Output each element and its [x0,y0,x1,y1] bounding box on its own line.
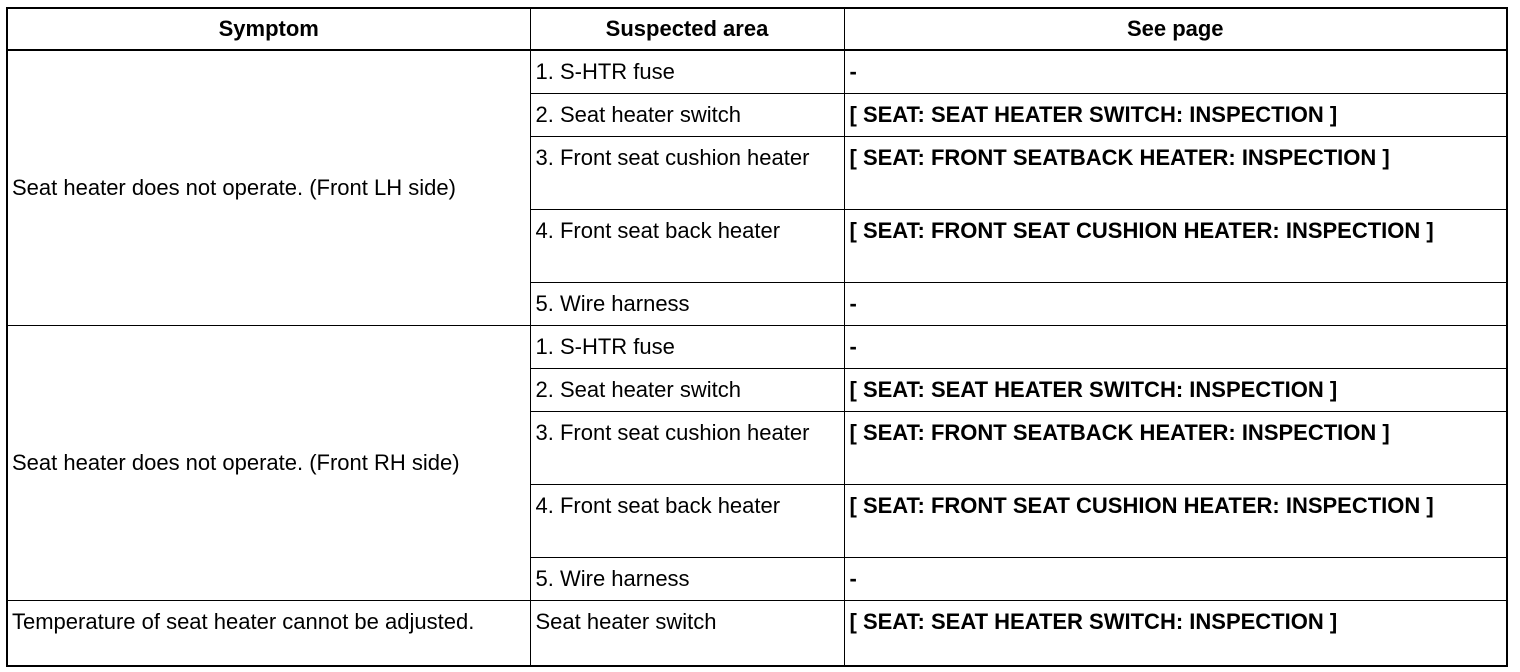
suspected-area-cell: 2. Seat heater switch [530,369,844,412]
symptom-cell: Seat heater does not operate. (Front LH side) [7,50,530,326]
see-page-cell: - [844,558,1507,601]
header-symptom: Symptom [7,8,530,50]
table-row [7,50,1507,94]
see-page-link[interactable]: [ SEAT: SEAT HEATER SWITCH: INSPECTION ] [844,601,1507,667]
header-row [7,8,1507,50]
see-page-cell: - [844,326,1507,369]
header-see-page: See page [844,8,1507,50]
suspected-area-cell: 5. Wire harness [530,558,844,601]
see-page-link[interactable]: [ SEAT: SEAT HEATER SWITCH: INSPECTION ] [844,94,1507,137]
see-page-link[interactable]: [ SEAT: SEAT HEATER SWITCH: INSPECTION ] [844,369,1507,412]
suspected-area-cell: 3. Front seat cushion heater [530,412,844,485]
see-page-cell: - [844,50,1507,94]
suspected-area-cell: 2. Seat heater switch [530,94,844,137]
see-page-link[interactable]: [ SEAT: FRONT SEAT CUSHION HEATER: INSPECTION ] [844,210,1507,283]
see-page-link[interactable]: [ SEAT: FRONT SEAT CUSHION HEATER: INSPECTION ] [844,485,1507,558]
symptom-cell: Temperature of seat heater cannot be adjusted. [7,601,530,667]
table-row [7,326,1507,369]
suspected-area-cell: 4. Front seat back heater [530,210,844,283]
diagnosis-table [6,7,1508,667]
symptom-cell: Seat heater does not operate. (Front RH side) [7,326,530,601]
suspected-area-cell: 5. Wire harness [530,283,844,326]
suspected-area-cell: 4. Front seat back heater [530,485,844,558]
header-suspected-area: Suspected area [530,8,844,50]
table-row [7,601,1507,667]
suspected-area-cell: 1. S-HTR fuse [530,326,844,369]
see-page-link[interactable]: [ SEAT: FRONT SEATBACK HEATER: INSPECTION ] [844,137,1507,210]
see-page-cell: - [844,283,1507,326]
suspected-area-cell: 3. Front seat cushion heater [530,137,844,210]
see-page-link[interactable]: [ SEAT: FRONT SEATBACK HEATER: INSPECTION ] [844,412,1507,485]
suspected-area-cell: Seat heater switch [530,601,844,667]
suspected-area-cell: 1. S-HTR fuse [530,50,844,94]
